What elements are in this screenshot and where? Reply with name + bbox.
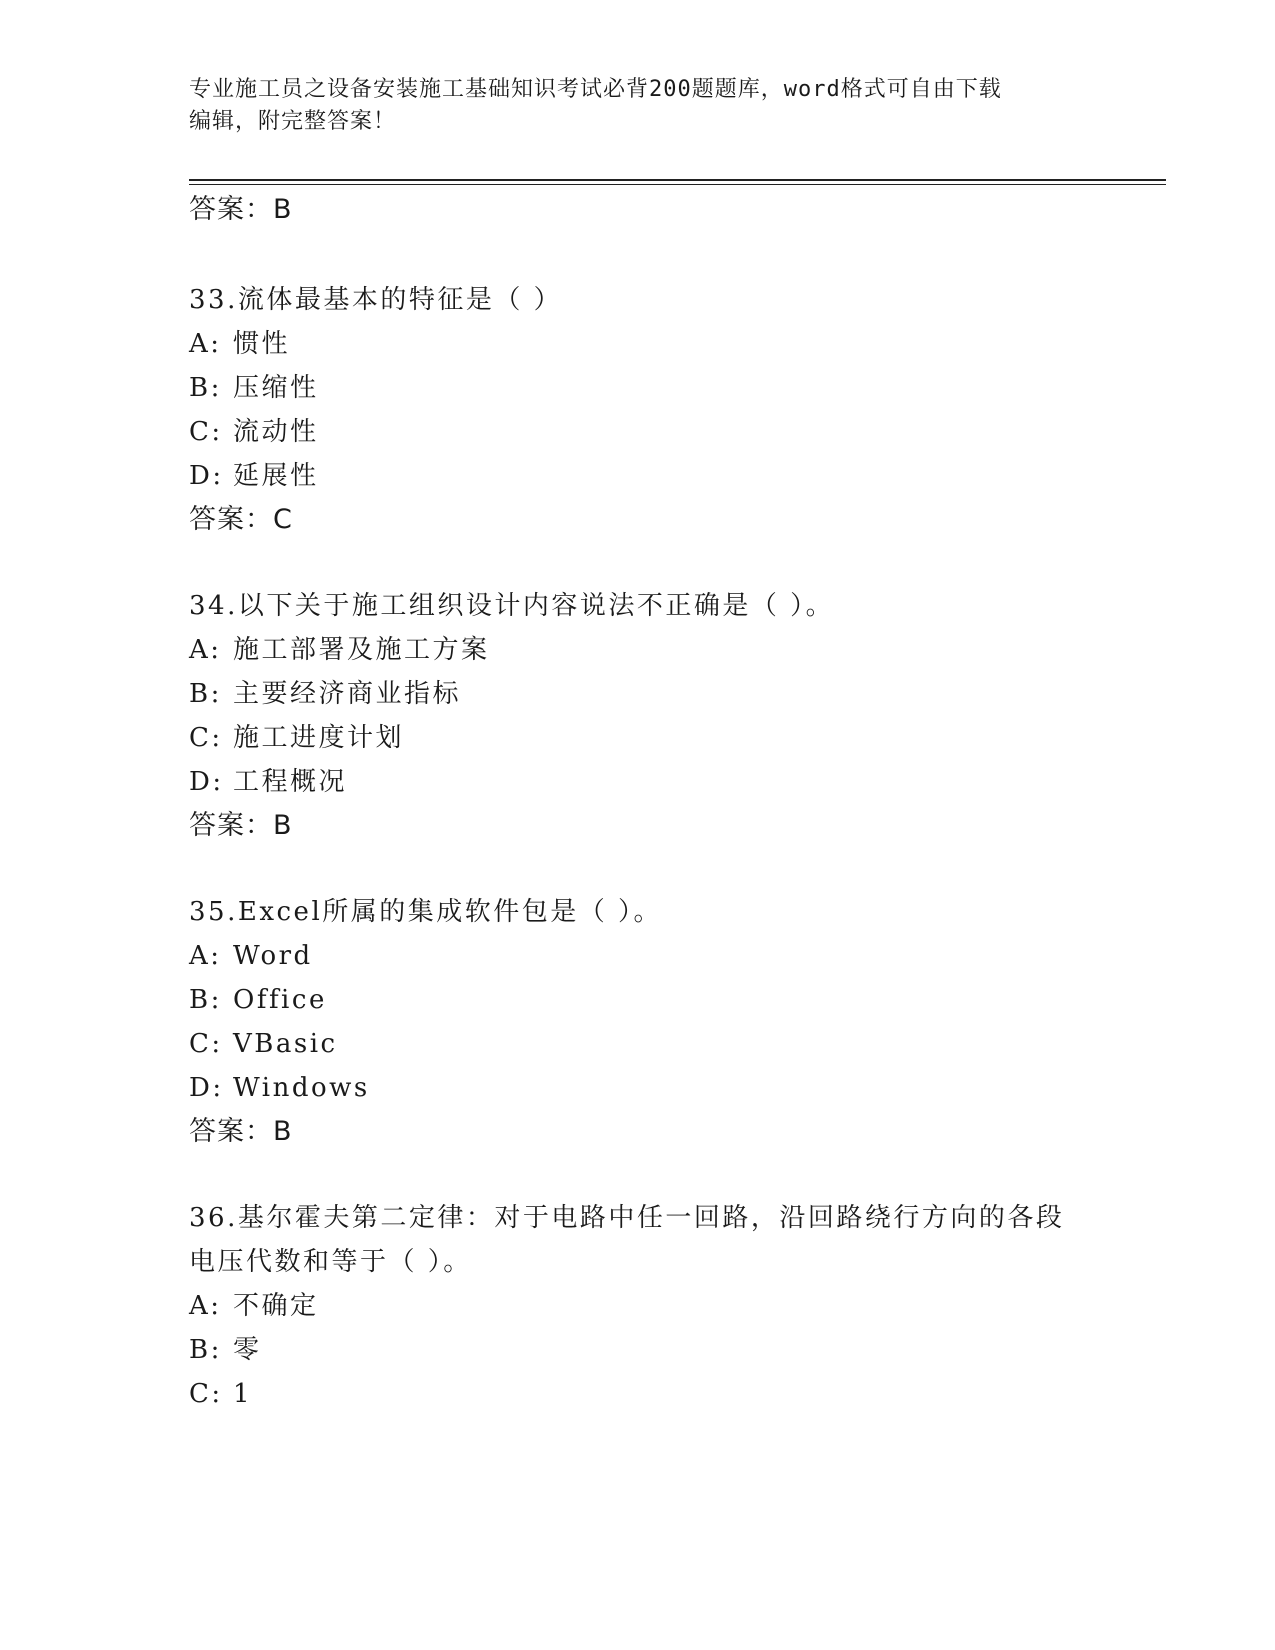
question-33-option-c <box>189 415 319 449</box>
option-text: 流动性 <box>233 417 319 447</box>
header-divider-thick <box>189 179 1166 181</box>
option-label: C: <box>189 1379 223 1409</box>
option-label: D: <box>189 767 224 797</box>
option-label: D: <box>189 1073 224 1103</box>
option-label: C: <box>189 1029 223 1059</box>
question-34-stem: 34.以下关于施工组织设计内容说法不正确是（ ）。 <box>189 591 835 621</box>
option-text: 零 <box>233 1335 262 1365</box>
option-label: B: <box>189 985 222 1015</box>
question-35-option-b <box>189 983 327 1017</box>
question-33-stem: 33.流体最基本的特征是（ ） <box>189 285 563 315</box>
option-label: A: <box>189 941 222 971</box>
option-text: 延展性 <box>233 461 319 491</box>
option-text: 1 <box>233 1379 253 1409</box>
question-33-answer: 答案：C <box>189 504 293 535</box>
question-36-option-c <box>189 1377 252 1411</box>
option-text: Word <box>233 941 313 971</box>
question-36-stem-line-1: 36.基尔霍夫第二定律：对于电路中任一回路，沿回路绕行方向的各段 <box>189 1203 1065 1233</box>
option-label: A: <box>189 1291 222 1321</box>
question-34-option-c <box>189 721 404 755</box>
header-line-2: 编辑，附完整答案！ <box>189 109 397 134</box>
document-header <box>189 74 1079 138</box>
question-34-answer: 答案：B <box>189 810 293 841</box>
option-label: B: <box>189 373 222 403</box>
header-line-1: 专业施工员之设备安装施工基础知识考试必背200题题库，word格式可自由下载 <box>189 77 1002 102</box>
header-divider-thin <box>189 184 1166 185</box>
question-34-option-b <box>189 677 461 711</box>
question-36-option-a <box>189 1289 319 1323</box>
option-label: D: <box>189 461 224 491</box>
option-text: 主要经济商业指标 <box>233 679 462 709</box>
question-35-answer: 答案：B <box>189 1116 293 1147</box>
option-label: B: <box>189 679 222 709</box>
question-35-stem: 35.Excel所属的集成软件包是（ ）。 <box>189 897 663 927</box>
question-33-option-a <box>189 327 290 361</box>
option-text: 施工进度计划 <box>233 723 405 753</box>
previous-answer: 答案：B <box>189 194 293 225</box>
option-text: 压缩性 <box>233 373 319 403</box>
question-34-option-d <box>189 765 347 799</box>
option-text: Windows <box>233 1073 370 1103</box>
option-label: A: <box>189 329 222 359</box>
question-33-option-d <box>189 459 319 493</box>
option-text: VBasic <box>233 1029 338 1059</box>
question-36-option-b <box>189 1333 262 1367</box>
option-label: B: <box>189 1335 222 1365</box>
option-text: 惯性 <box>233 329 291 359</box>
option-text: 工程概况 <box>233 767 348 797</box>
option-text: 施工部署及施工方案 <box>233 635 490 665</box>
option-label: C: <box>189 417 223 447</box>
question-35-option-c <box>189 1027 338 1061</box>
option-label: C: <box>189 723 223 753</box>
question-35-option-d <box>189 1071 370 1105</box>
question-36-stem-line-2: 电压代数和等于（ ）。 <box>189 1247 472 1277</box>
question-33-option-b <box>189 371 319 405</box>
option-text: Office <box>233 985 327 1015</box>
question-34-option-a <box>189 633 490 667</box>
option-label: A: <box>189 635 222 665</box>
question-35-option-a <box>189 939 313 973</box>
option-text: 不确定 <box>233 1291 319 1321</box>
